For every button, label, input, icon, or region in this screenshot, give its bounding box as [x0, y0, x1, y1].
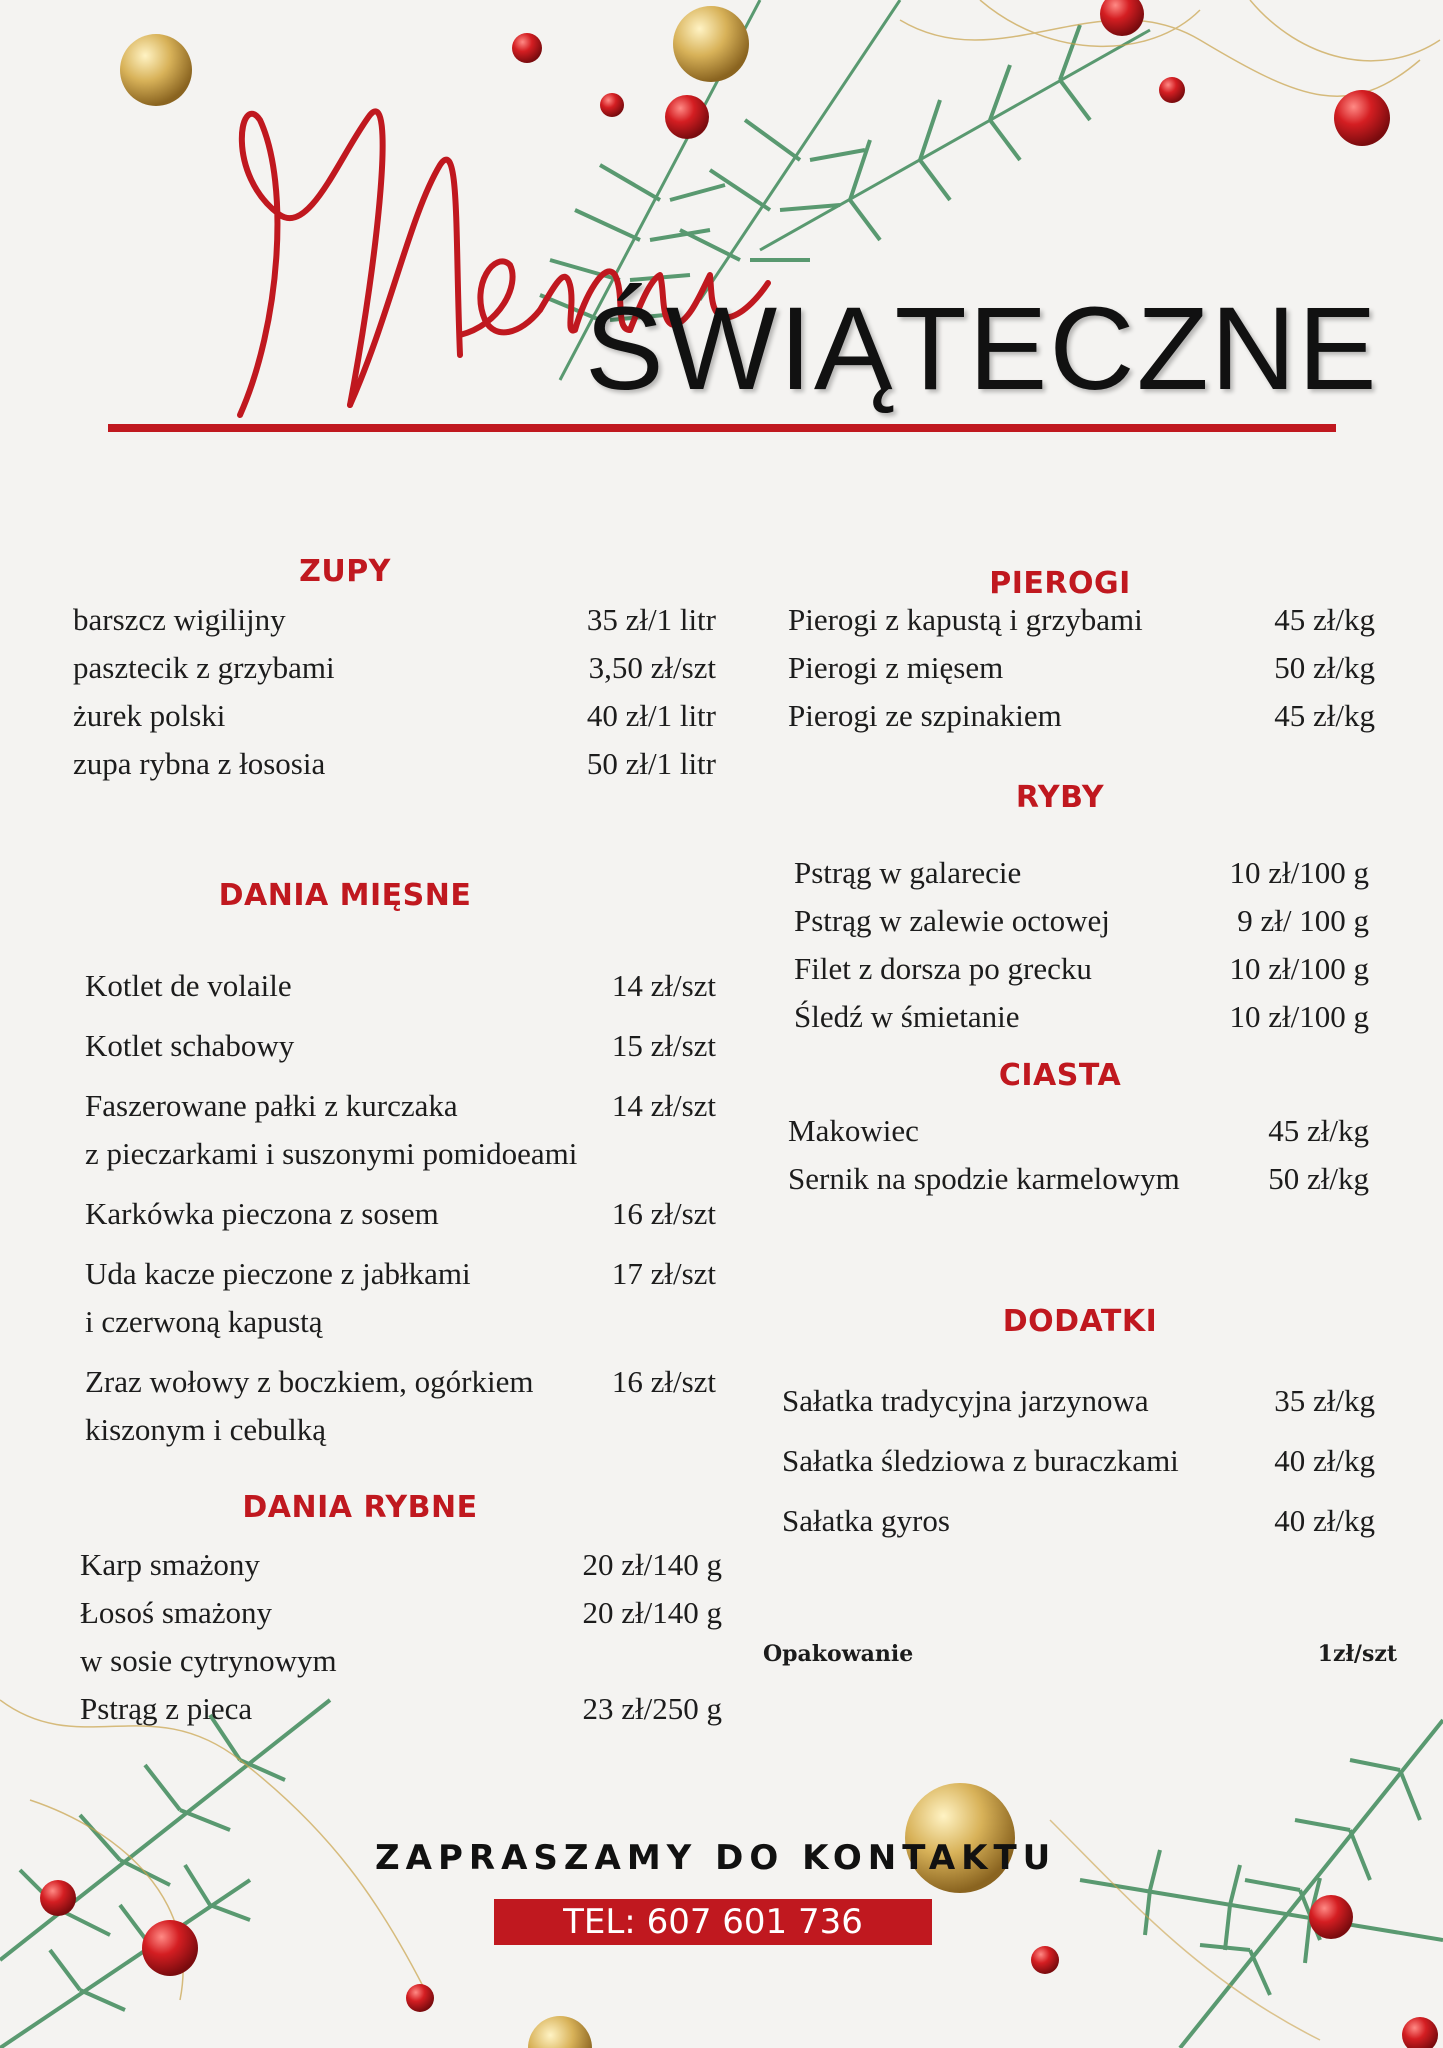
- menu-item-name: Pierogi z kapustą i grzybami: [788, 602, 1143, 637]
- menu-item-price: 45 zł/kg: [1274, 698, 1375, 733]
- menu-item-name: Pierogi z mięsem: [788, 650, 1004, 685]
- menu-item-price: 10 zł/100 g: [1229, 999, 1369, 1034]
- menu-item-name: Karp smażony: [80, 1547, 260, 1582]
- red-bauble: [512, 33, 542, 63]
- menu-item-price: 10 zł/100 g: [1229, 855, 1369, 890]
- menu-item-price: 50 zł/1 litr: [586, 746, 716, 781]
- red-bauble: [1309, 1895, 1353, 1939]
- packaging-price: 1zł/szt: [1317, 1641, 1397, 1667]
- menu-item-price: 20 zł/140 g: [582, 1547, 722, 1582]
- menu-item-name: Pstrąg w zalewie octowej: [794, 903, 1110, 938]
- menu-item-price: 50 zł/kg: [1268, 1161, 1369, 1196]
- pine-branch-bottom-right: [1080, 1720, 1443, 2048]
- menu-item-price: 35 zł/1 litr: [586, 602, 716, 637]
- menu-item-price: 10 zł/100 g: [1229, 951, 1369, 986]
- section-title-dania-rybne: DANIA RYBNE: [242, 1490, 478, 1525]
- menu-item-name: Sałatka śledziowa z buraczkami: [782, 1443, 1179, 1478]
- menu-item-name: Kotlet schabowy: [85, 1028, 295, 1063]
- menu-item-name: Śledź w śmietanie: [794, 999, 1020, 1034]
- menu-item-price: 3,50 zł/szt: [588, 650, 716, 685]
- packaging-label: Opakowanie: [763, 1641, 914, 1667]
- menu-item-name-continued: w sosie cytrynowym: [80, 1643, 337, 1678]
- menu-item-name-continued: i czerwoną kapustą: [85, 1304, 323, 1339]
- menu-item-name: Zraz wołowy z boczkiem, ogórkiem: [85, 1364, 534, 1399]
- menu-item-price: 15 zł/szt: [611, 1028, 716, 1063]
- menu-item-price: 50 zł/kg: [1274, 650, 1375, 685]
- section-title-zupy: ZUPY: [299, 554, 391, 589]
- menu-item-name: Karkówka pieczona z sosem: [85, 1196, 439, 1231]
- menu-item-price: 23 zł/250 g: [582, 1691, 722, 1726]
- section-title-ciasta: CIASTA: [998, 1058, 1122, 1093]
- menu-item-name: Pstrąg z pieca: [80, 1691, 253, 1726]
- menu-item-price: 17 zł/szt: [611, 1256, 716, 1291]
- section-title-dania-miesne: DANIA MIĘSNE: [218, 878, 472, 913]
- menu-item-name: Sałatka gyros: [782, 1503, 950, 1538]
- menu-item-price: 14 zł/szt: [611, 1088, 716, 1123]
- contact-call-to-action: ZAPRASZAMY DO KONTAKTU: [375, 1838, 1057, 1878]
- pine-branch-bottom-left: [0, 1700, 330, 2048]
- section-title-pierogi: PIEROGI: [989, 566, 1131, 601]
- menu-item-name: Filet z dorsza po grecku: [794, 951, 1092, 986]
- phone-number[interactable]: TEL: 607 601 736: [494, 1899, 932, 1945]
- title-underline: [108, 424, 1336, 432]
- menu-item-price: 45 zł/kg: [1268, 1113, 1369, 1148]
- menu-item-name: Pstrąg w galarecie: [794, 855, 1022, 890]
- menu-item-price: 45 zł/kg: [1274, 602, 1375, 637]
- menu-item-price: 16 zł/szt: [611, 1196, 716, 1231]
- section-title-dodatki: DODATKI: [1002, 1304, 1158, 1339]
- menu-item-name: zupa rybna z łososia: [73, 746, 326, 781]
- section-title-ryby: RYBY: [1015, 780, 1105, 815]
- menu-item-name: Uda kacze pieczone z jabłkami: [85, 1256, 471, 1291]
- menu-item-price: 20 zł/140 g: [582, 1595, 722, 1630]
- gold-bauble: [120, 34, 192, 106]
- menu-item-name: Łosoś smażony: [80, 1595, 273, 1630]
- menu-item-name: Sałatka tradycyjna jarzynowa: [782, 1383, 1149, 1418]
- menu-item-name: Kotlet de volaile: [85, 968, 292, 1003]
- menu-item-name: Sernik na spodzie karmelowym: [788, 1161, 1180, 1196]
- title-swiateczne: ŚWIĄTECZNE: [585, 283, 1379, 415]
- menu-item-name-continued: kiszonym i cebulką: [85, 1412, 327, 1447]
- red-bauble: [1334, 90, 1390, 146]
- gold-bauble: [673, 6, 749, 82]
- menu-item-price: 9 zł/ 100 g: [1237, 903, 1369, 938]
- menu-item-name: barszcz wigilijny: [73, 602, 286, 637]
- menu-item-price: 16 zł/szt: [611, 1364, 716, 1399]
- menu-item-price: 14 zł/szt: [611, 968, 716, 1003]
- menu-item-name: Makowiec: [788, 1113, 919, 1148]
- menu-item-name: Faszerowane pałki z kurczaka: [85, 1088, 458, 1123]
- menu-item-name: żurek polski: [73, 698, 226, 733]
- menu-item-name-continued: z pieczarkami i suszonymi pomidoeami: [85, 1136, 578, 1171]
- red-bauble: [142, 1920, 198, 1976]
- menu-item-price: 40 zł/kg: [1274, 1503, 1375, 1538]
- menu-item-name: pasztecik z grzybami: [73, 650, 335, 685]
- menu-item-price: 35 zł/kg: [1274, 1383, 1375, 1418]
- menu-item-price: 40 zł/kg: [1274, 1443, 1375, 1478]
- menu-item-name: Pierogi ze szpinakiem: [788, 698, 1062, 733]
- menu-item-price: 40 zł/1 litr: [586, 698, 716, 733]
